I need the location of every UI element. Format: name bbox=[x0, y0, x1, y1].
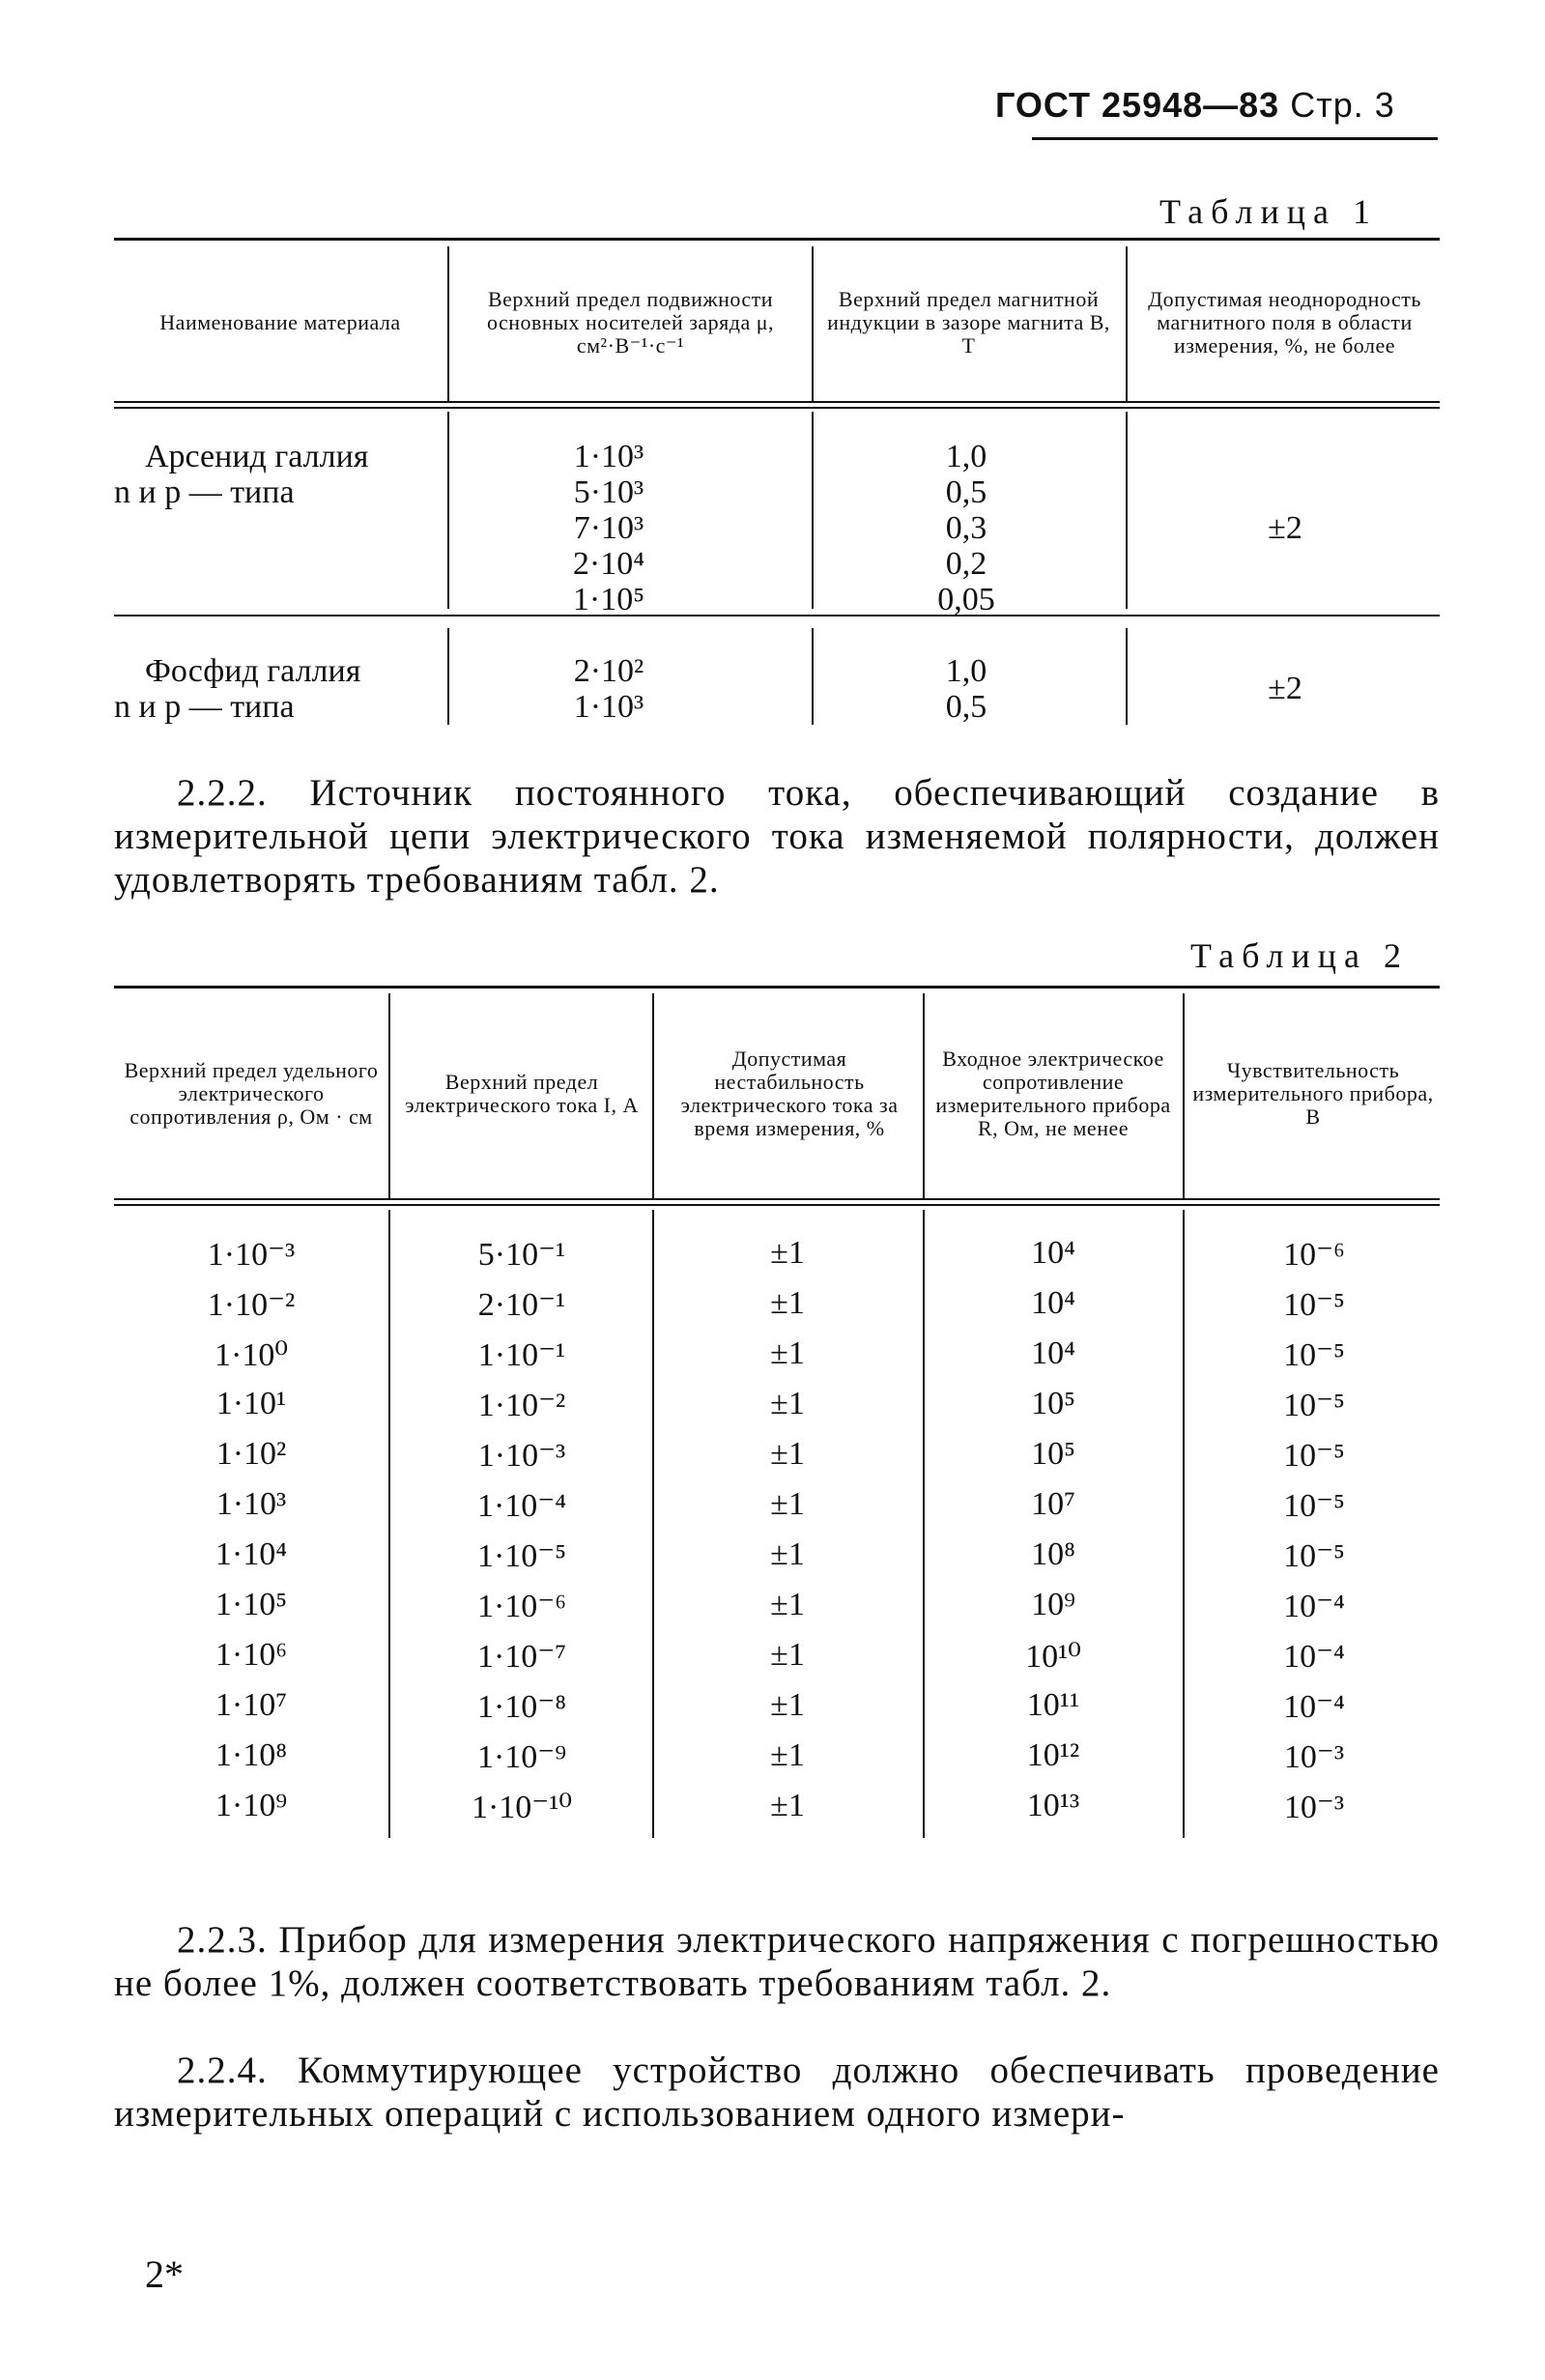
paragraph-2-2-3 bbox=[114, 1918, 1440, 2005]
table2-cell-resistivity: 1·10¹ bbox=[215, 1386, 287, 1421]
table1-material-type: n и p — типа bbox=[114, 689, 295, 725]
table2-cell-current: 1·10⁻⁵ bbox=[476, 1538, 567, 1574]
table1-vline bbox=[447, 628, 449, 725]
table2-cell-sensitivity: 10⁻⁵ bbox=[1283, 1488, 1345, 1524]
table1-header-material: Наименование материала bbox=[159, 310, 401, 334]
table2-cell-input-resistance: 10⁸ bbox=[1031, 1536, 1075, 1572]
table2-cell-sensitivity: 10⁻⁴ bbox=[1283, 1689, 1345, 1725]
table2-cell-instability: ±1 bbox=[770, 1486, 805, 1522]
table2-cell-resistivity: 1·10⁷ bbox=[215, 1687, 288, 1723]
table2-cell-current: 1·10⁻⁴ bbox=[476, 1488, 567, 1524]
table1-nonuniformity: ±2 bbox=[1268, 510, 1302, 546]
table1-vline bbox=[812, 628, 814, 725]
table2-cell-input-resistance: 10⁴ bbox=[1031, 1335, 1075, 1371]
table1-header-induction: Верхний предел магнитной индукции в зазоре магнита B, Т bbox=[827, 287, 1110, 358]
table1-induction: 0,05 bbox=[937, 582, 995, 617]
table1-group-rule bbox=[114, 615, 1440, 617]
table2-header-input-resistance: Входное электрическое сопротивление измерительного прибора R, Ом, не менее bbox=[935, 1047, 1171, 1140]
table1-vline bbox=[1126, 246, 1128, 401]
table2-header-current: Верхний предел электрического тока I, А bbox=[405, 1070, 639, 1117]
table1-vline bbox=[1126, 412, 1128, 609]
table2-cell-sensitivity: 10⁻⁵ bbox=[1283, 1287, 1345, 1323]
table2-header-rule-2 bbox=[114, 1204, 1440, 1206]
table2-cell-resistivity: 1·10² bbox=[215, 1436, 287, 1472]
table2-cell-current: 1·10⁻⁶ bbox=[476, 1589, 567, 1624]
table1-mobility: 1·10³ bbox=[573, 689, 644, 725]
table2-vline bbox=[388, 1210, 390, 1838]
table2-cell-sensitivity: 10⁻³ bbox=[1283, 1790, 1345, 1825]
table1-header-rule bbox=[114, 401, 1440, 403]
table2-cell-sensitivity: 10⁻⁴ bbox=[1283, 1639, 1345, 1675]
table2-cell-resistivity: 1·10⁸ bbox=[215, 1737, 288, 1773]
table1-vline bbox=[1126, 628, 1128, 725]
page-number: Стр. 3 bbox=[1290, 85, 1395, 125]
table1-vline bbox=[447, 412, 449, 609]
table2-cell-current: 1·10⁻¹ bbox=[477, 1337, 566, 1373]
table2-cell-resistivity: 1·10⁵ bbox=[215, 1587, 288, 1622]
table2-vline bbox=[1183, 1210, 1185, 1838]
table1-vline bbox=[447, 246, 449, 401]
table1-induction: 1,0 bbox=[945, 439, 987, 474]
table2-header-instability: Допустимая нестабильность электрического тока за время измерения, % bbox=[680, 1047, 899, 1140]
table2-cell-resistivity: 1·10⁻² bbox=[207, 1287, 296, 1323]
table2-cell-sensitivity: 10⁻⁵ bbox=[1283, 1538, 1345, 1574]
table2-cell-sensitivity: 10⁻⁵ bbox=[1283, 1388, 1345, 1423]
table2-cell-input-resistance: 10¹⁰ bbox=[1025, 1639, 1081, 1675]
table2-cell-current: 1·10⁻⁹ bbox=[476, 1739, 567, 1775]
table1-header-mobility: Верхний предел подвижности основных носителей заряда μ, см²·В⁻¹·с⁻¹ bbox=[486, 287, 775, 358]
table2-cell-input-resistance: 10¹³ bbox=[1026, 1788, 1080, 1823]
table2-cell-input-resistance: 10⁵ bbox=[1031, 1386, 1075, 1421]
table2-cell-instability: ±1 bbox=[770, 1386, 805, 1421]
table2-cell-instability: ±1 bbox=[770, 1335, 805, 1371]
table1-material-name: Арсенид галлия bbox=[145, 439, 369, 474]
table2-cell-input-resistance: 10¹² bbox=[1026, 1737, 1080, 1773]
table1-caption: Таблица 1 bbox=[1159, 192, 1378, 231]
table2-cell-current: 1·10⁻² bbox=[477, 1388, 566, 1423]
paragraph-text: 2.2.3. Прибор для измерения электрического напряжения с погрешностью не более 1%, должен соответствовать требованиям табл. 2. bbox=[114, 1919, 1440, 2004]
table2-top-rule bbox=[114, 986, 1440, 989]
table1-mobility: 1·10³ bbox=[573, 439, 644, 474]
table2-cell-input-resistance: 10⁴ bbox=[1031, 1285, 1075, 1321]
paragraph-text: 2.2.4. Коммутирующее устройство должно обеспечивать проведение измерительных операций с использованием одного измери- bbox=[114, 2050, 1440, 2135]
table2-cell-instability: ±1 bbox=[770, 1687, 805, 1723]
table1-top-rule bbox=[114, 238, 1440, 241]
table2-cell-current: 1·10⁻¹⁰ bbox=[471, 1790, 573, 1825]
table2-cell-instability: ±1 bbox=[770, 1235, 805, 1271]
table2-cell-current: 1·10⁻⁸ bbox=[476, 1689, 567, 1725]
table2-vline bbox=[923, 993, 925, 1198]
table2-cell-instability: ±1 bbox=[770, 1737, 805, 1773]
table1-nonuniformity: ±2 bbox=[1268, 671, 1302, 706]
table2-cell-resistivity: 1·10⁹ bbox=[215, 1788, 288, 1823]
header-rule bbox=[1032, 137, 1438, 140]
table2-cell-sensitivity: 10⁻⁵ bbox=[1283, 1438, 1345, 1474]
table2-cell-input-resistance: 10¹¹ bbox=[1026, 1687, 1080, 1723]
table1-header-nonuniformity: Допустимая неоднородность магнитного поля в области измерения, %, не более bbox=[1148, 287, 1421, 358]
table1-material-type: n и p — типа bbox=[114, 474, 295, 510]
table1-induction: 0,5 bbox=[945, 474, 987, 510]
paragraph-2-2-2 bbox=[114, 771, 1440, 902]
table2-cell-current: 5·10⁻¹ bbox=[477, 1237, 566, 1273]
table2-vline bbox=[923, 1210, 925, 1838]
paragraph-2-2-4 bbox=[114, 2049, 1440, 2136]
table2-cell-input-resistance: 10⁴ bbox=[1031, 1235, 1075, 1271]
table2-cell-sensitivity: 10⁻⁵ bbox=[1283, 1337, 1345, 1373]
table2-cell-resistivity: 1·10⁻³ bbox=[207, 1237, 296, 1273]
signature-mark: 2* bbox=[145, 2252, 184, 2296]
document-code: ГОСТ 25948—83 bbox=[995, 85, 1280, 125]
table2-cell-instability: ±1 bbox=[770, 1285, 805, 1321]
table2-cell-instability: ±1 bbox=[770, 1637, 805, 1673]
table2-caption: Таблица 2 bbox=[1190, 936, 1409, 975]
table2-cell-input-resistance: 10⁹ bbox=[1031, 1587, 1075, 1622]
table1-header-rule-2 bbox=[114, 407, 1440, 409]
table2-cell-resistivity: 1·10⁶ bbox=[215, 1637, 288, 1673]
table2-cell-instability: ±1 bbox=[770, 1436, 805, 1472]
table1-mobility: 1·10⁵ bbox=[572, 582, 645, 617]
table1-induction: 0,3 bbox=[945, 510, 987, 546]
table2-cell-instability: ±1 bbox=[770, 1587, 805, 1622]
table2-cell-instability: ±1 bbox=[770, 1788, 805, 1823]
table1-vline bbox=[812, 246, 814, 401]
table1-mobility: 5·10³ bbox=[573, 474, 644, 510]
table2-header-rule bbox=[114, 1198, 1440, 1200]
table1-induction: 0,5 bbox=[945, 689, 987, 725]
table1-induction: 0,2 bbox=[945, 546, 987, 582]
table2-cell-input-resistance: 10⁷ bbox=[1031, 1486, 1075, 1522]
table1-vline bbox=[812, 412, 814, 609]
table2-cell-resistivity: 1·10⁰ bbox=[215, 1337, 288, 1373]
table2-header-resistivity: Верхний предел удельного электрического сопротивления ρ, Ом · см bbox=[124, 1058, 379, 1129]
table2-vline bbox=[652, 993, 654, 1198]
table2-cell-resistivity: 1·10⁴ bbox=[215, 1536, 288, 1572]
table1-mobility: 7·10³ bbox=[573, 510, 644, 546]
table2-vline bbox=[388, 993, 390, 1198]
table1-mobility: 2·10² bbox=[573, 653, 644, 689]
table2-cell-resistivity: 1·10³ bbox=[215, 1486, 287, 1522]
table2-header-sensitivity: Чувствительность измерительного прибора, В bbox=[1192, 1058, 1434, 1129]
table1-material-name: Фосфид галлия bbox=[145, 653, 361, 689]
table2-cell-sensitivity: 10⁻³ bbox=[1283, 1739, 1345, 1775]
table1-mobility: 2·10⁴ bbox=[572, 546, 645, 582]
table2-cell-current: 1·10⁻³ bbox=[477, 1438, 566, 1474]
paragraph-text: 2.2.2. Источник постоянного тока, обеспечивающий создание в измерительной цепи электрического тока изменяемой полярности, должен удовлетворять требованиям табл. 2. bbox=[114, 772, 1440, 901]
table2-cell-current: 1·10⁻⁷ bbox=[476, 1639, 567, 1675]
table2-cell-instability: ±1 bbox=[770, 1536, 805, 1572]
table2-vline bbox=[1183, 993, 1185, 1198]
table2-vline bbox=[652, 1210, 654, 1838]
table2-cell-sensitivity: 10⁻⁶ bbox=[1283, 1237, 1345, 1273]
table1-induction: 1,0 bbox=[945, 653, 987, 689]
table2-cell-current: 2·10⁻¹ bbox=[477, 1287, 566, 1323]
table2-cell-input-resistance: 10⁵ bbox=[1031, 1436, 1075, 1472]
table2-cell-sensitivity: 10⁻⁴ bbox=[1283, 1589, 1345, 1624]
page-header bbox=[995, 85, 1395, 126]
